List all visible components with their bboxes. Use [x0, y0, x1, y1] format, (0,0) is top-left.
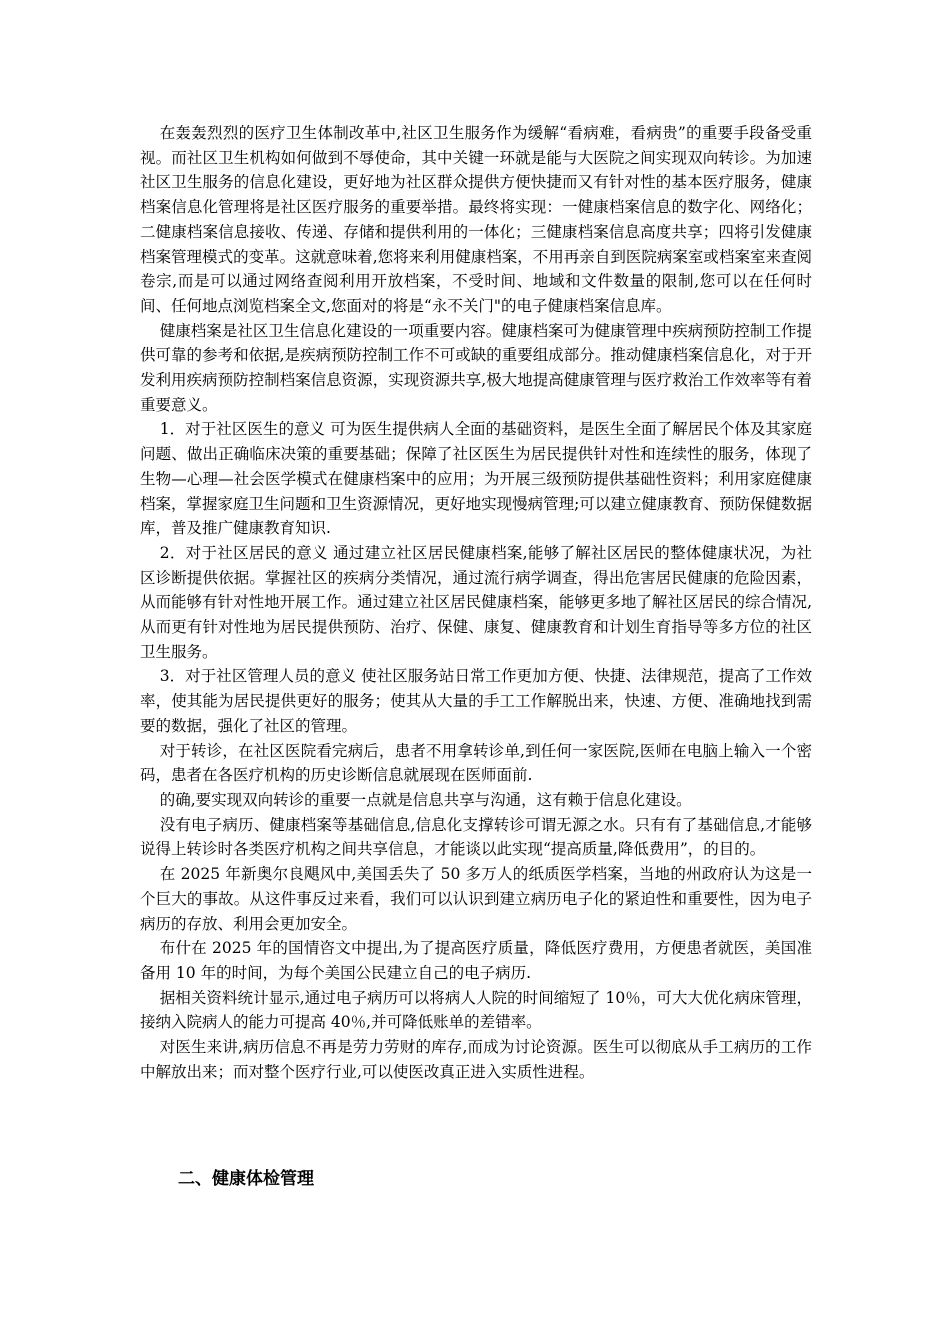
document-body	[140, 121, 812, 1084]
paragraph: 据相关资料统计显示,通过电子病历可以将病人人院的时间缩短了 10％，可大大优化病床管理，接纳入院病人的能力可提高 40％,并可降低账单的差错率。	[140, 988, 812, 1032]
list-item: 1．对于社区医生的意义 可为医生提供病人全面的基础资料，是医生全面了解居民个体及其家庭问题、做出正确临床决策的重要基础；保障了社区医生为居民提供针对性和连续性的服务，体现了生物—心理—社会医学模式在健康档案中的应用；为开展三级预防提供基础性资料；利用家庭健康档案，掌握家庭卫生问题和卫生资源情况，更好地实现慢病管理;可以建立健康教育、预防保健数据库，普及推广健康教育知识.	[140, 420, 812, 538]
paragraph: 对医生来讲,病历信息不再是劳力劳财的库存,而成为讨论资源。医生可以彻底从手工病历的工作中解放出来；而对整个医疗行业,可以使医改真正进入实质性进程。	[140, 1038, 812, 1081]
section-heading: 二、健康体检管理	[178, 1169, 314, 1189]
list-item: 2．对于社区居民的意义 通过建立社区居民健康档案,能够了解社区居民的整体健康状况，为社区诊断提供依据。掌握社区的疾病分类情况，通过流行病学调查，得出危害居民健康的危险因素，从而能够有针对性地开展工作。通过建立社区居民健康档案，能够更多地了解社区居民的综合情况,从而更有针对性地为居民提供预防、治疗、保健、康复、健康教育和计划生育指导等多方位的社区卫生服务。	[140, 543, 812, 661]
paragraph: 在 2025 年新奥尔良飓风中,美国丢失了 50 多万人的纸质医学档案，当地的州政府认为这是一个巨大的事故。从这件事反过来看，我们可以认识到建立病历电子化的紧迫性和重要性，因为电子病历的存放、利用会更加安全。	[140, 865, 812, 933]
paragraph: 的确,要实现双向转诊的重要一点就是信息共享与沟通，这有赖于信息化建设。	[159, 790, 692, 809]
paragraph: 没有电子病历、健康档案等基础信息,信息化支撑转诊可谓无源之水。只有有了基础信息,才能够说得上转诊时各类医疗机构之间共享信息，才能谈以此实现“提高质量,降低费用”，的目的。	[140, 815, 812, 859]
paragraph: 布什在 2025 年的国情咨文中提出,为了提高医疗质量，降低医疗费用，方便患者就医，美国准备用 10 年的时间，为每个美国公民建立自己的电子病历.	[140, 939, 812, 982]
list-item: 3．对于社区管理人员的意义 使社区服务站日常工作更加方便、快捷、法律规范，提高了工作效率，使其能为居民提供更好的服务；使其从大量的手工工作解脱出来，快速、方便、准确地找到需要的数据，强化了社区的管理。	[140, 667, 812, 735]
paragraph: 在轰轰烈烈的医疗卫生体制改革中,社区卫生服务作为缓解“看病难，看病贵”的重要手段备受重视。而社区卫生机构如何做到不辱使命，其中关键一环就是能与大医院之间实现双向转诊。为加速社区卫生服务的信息化建设，更好地为社区群众提供方便快捷而又有针对性的基本医疗服务，健康档案信息化管理将是社区医疗服务的重要举措。最终将实现：一健康档案信息的数字化、网络化；二健康档案信息接收、传递、存储和提供利用的一体化；三健康档案信息高度共享；四将引发健康档案管理模式的变革。这就意味着,您将来利用健康档案，不用再亲自到医院病案室或档案室来查阅卷宗,而是可以通过网络查阅利用开放档案，不受时间、地域和文件数量的限制,您可以在任何时间、任何地点浏览档案全文,您面对的将是“永不关门"的电子健康档案信息库。	[140, 124, 812, 315]
paragraph: 对于转诊，在社区医院看完病后，患者不用拿转诊单,到任何一家医院,医师在电脑上输入一个密码，患者在各医疗机构的历史诊断信息就展现在医师面前.	[140, 741, 812, 785]
paragraph: 健康档案是社区卫生信息化建设的一项重要内容。健康档案可为健康管理中疾病预防控制工作提供可靠的参考和依据,是疾病预防控制工作不可或缺的重要组成部分。推动健康档案信息化，对于开发利用疾病预防控制档案信息资源，实现资源共享,极大地提高健康管理与医疗救治工作效率等有着重要意义。	[140, 321, 812, 414]
